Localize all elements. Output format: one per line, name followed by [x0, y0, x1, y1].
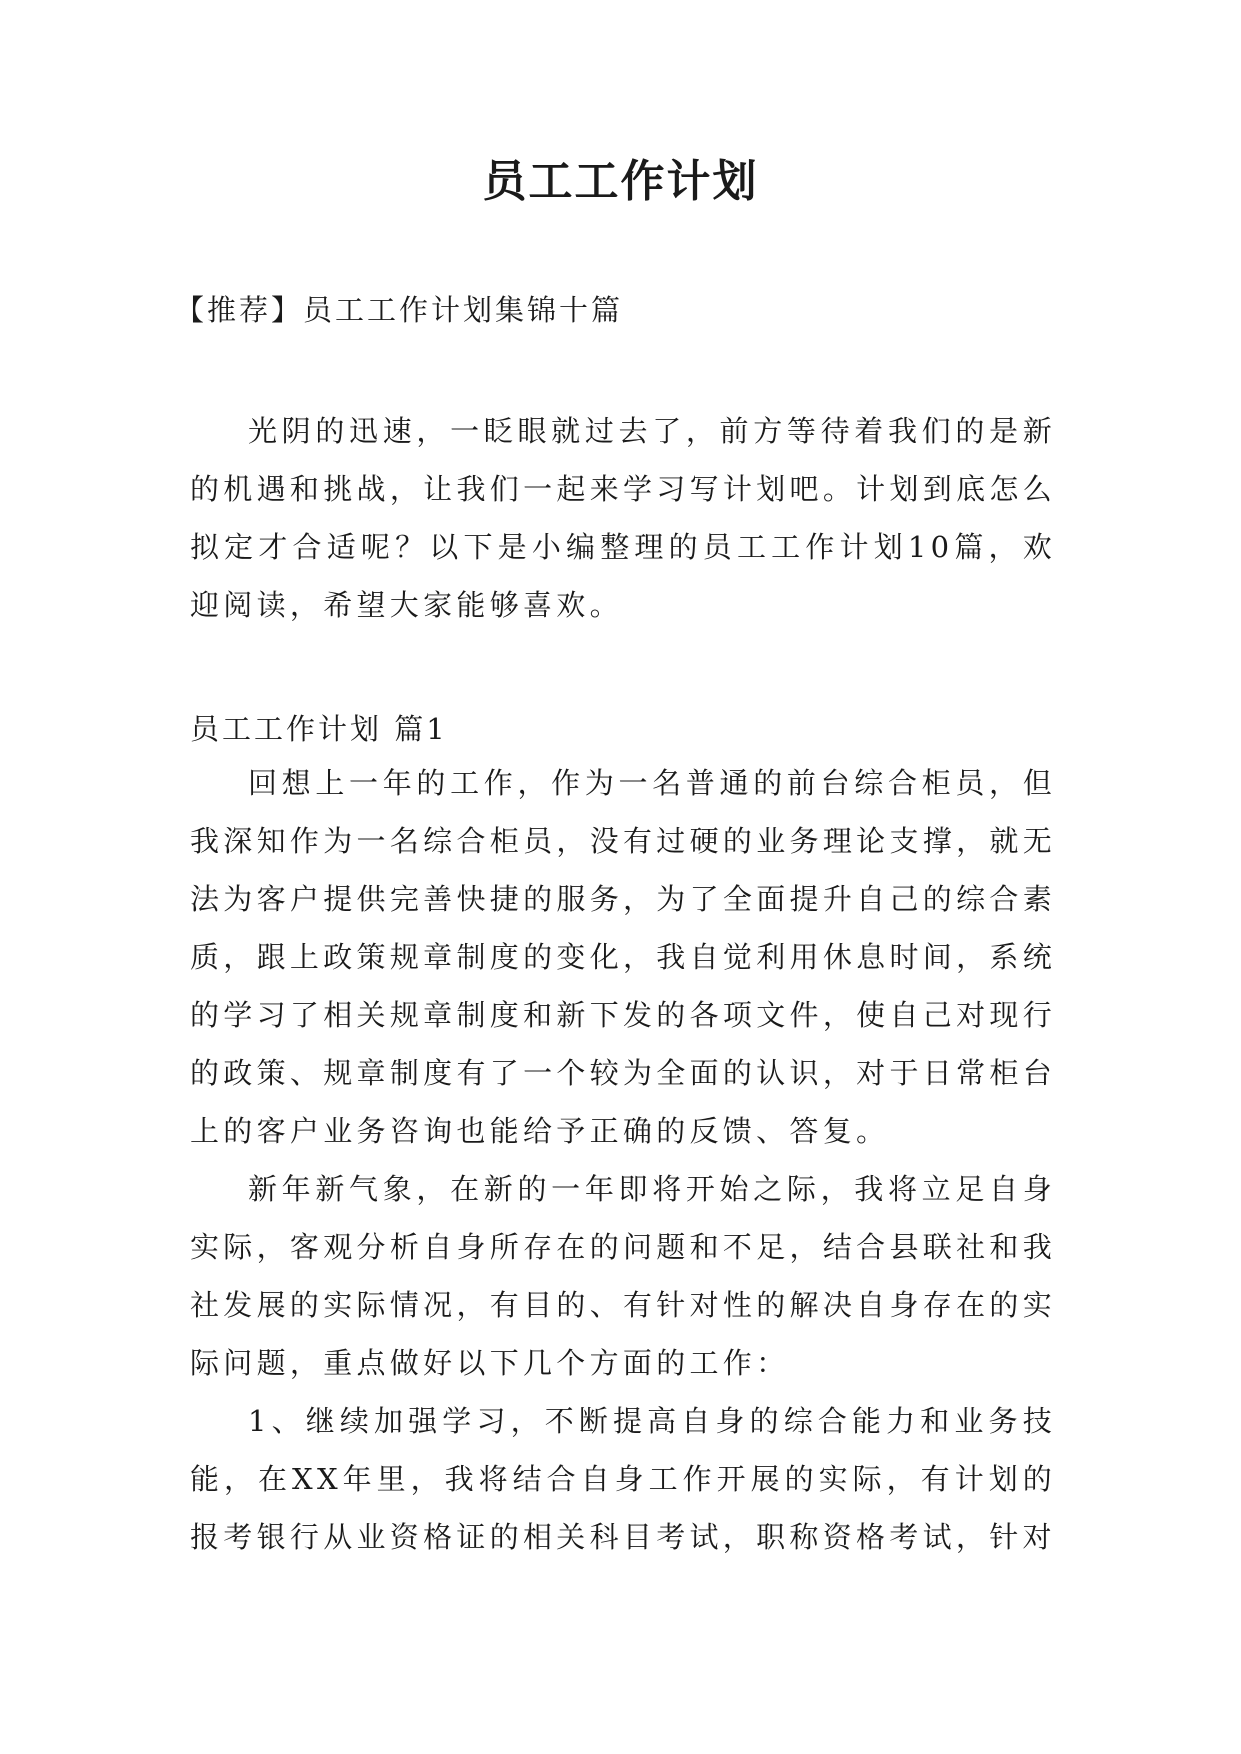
intro-block — [190, 402, 1056, 634]
intro-paragraph: 光阴的迅速，一眨眼就过去了，前方等待着我们的是新的机遇和挑战，让我们一起来学习写计划吧。计划到底怎么拟定才合适呢？以下是小编整理的员工工作计划10篇，欢迎阅读，希望大家能够喜欢。 — [190, 414, 1056, 622]
body-paragraph: 回想上一年的工作，作为一名普通的前台综合柜员，但我深知作为一名综合柜员，没有过硬的业务理论支撑，就无法为客户提供完善快捷的服务，为了全面提升自己的综合素质，跟上政策规章制度的变化，我自觉利用休息时间，系统的学习了相关规章制度和新下发的各项文件，使自己对现行的政策、规章制度有了一个较为全面的认识，对于日常柜台上的客户业务咨询也能给予正确的反馈、答复。 — [190, 766, 1056, 1148]
section-heading: 员工工作计划 篇1 — [190, 712, 448, 746]
section-body — [190, 754, 1056, 1566]
body-paragraph: 新年新气象，在新的一年即将开始之际，我将立足自身实际，客观分析自身所存在的问题和不足，结合县联社和我社发展的实际情况，有目的、有针对性的解决自身存在的实际问题，重点做好以下几个方面的工作： — [190, 1172, 1056, 1380]
document-title: 员工工作计划 — [482, 156, 759, 207]
body-paragraph: 1、继续加强学习，不断提高自身的综合能力和业务技能，在XX年里，我将结合自身工作开展的实际，有计划的报考银行从业资格证的相关科目考试，职称资格考试，针对 — [190, 1404, 1056, 1554]
document-subtitle: 【推荐】员工工作计划集锦十篇 — [175, 293, 624, 327]
